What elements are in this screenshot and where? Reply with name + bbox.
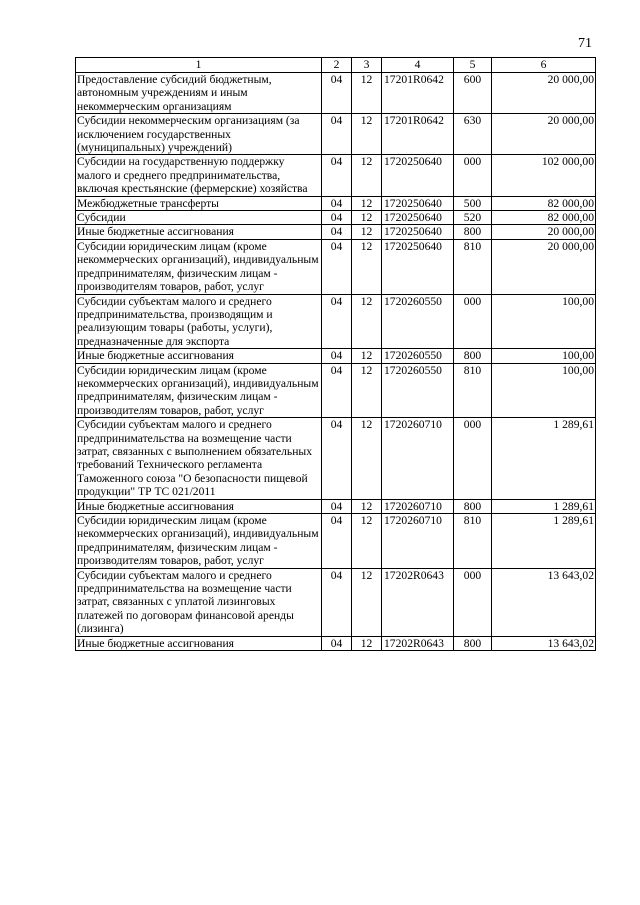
header-col-3: 3 <box>352 58 382 73</box>
row-amount: 20 000,00 <box>492 114 596 155</box>
row-name: Межбюджетные трансферты <box>76 196 322 210</box>
row-subsection: 12 <box>352 363 382 418</box>
row-subsection: 12 <box>352 155 382 196</box>
row-expense-type: 810 <box>454 239 492 294</box>
row-subsection: 12 <box>352 196 382 210</box>
row-name: Предоставление субсидий бюджетным, автономным учреждениям и иным некоммерческим организациям <box>76 73 322 114</box>
row-subsection: 12 <box>352 225 382 239</box>
row-expense-type: 800 <box>454 349 492 363</box>
row-amount: 82 000,00 <box>492 211 596 225</box>
row-subsection: 12 <box>352 294 382 349</box>
row-amount: 100,00 <box>492 363 596 418</box>
table-row <box>76 349 596 363</box>
row-section: 04 <box>322 418 352 499</box>
row-subsection: 12 <box>352 73 382 114</box>
row-section: 04 <box>322 636 352 650</box>
row-name: Иные бюджетные ассигнования <box>76 225 322 239</box>
table-row <box>76 155 596 196</box>
row-amount: 1 289,61 <box>492 418 596 499</box>
table-row <box>76 514 596 569</box>
row-amount: 82 000,00 <box>492 196 596 210</box>
table-row <box>76 73 596 114</box>
row-target-article: 1720260550 <box>382 294 454 349</box>
row-name: Иные бюджетные ассигнования <box>76 636 322 650</box>
row-target-article: 17202R0643 <box>382 636 454 650</box>
row-target-article: 1720260550 <box>382 363 454 418</box>
row-section: 04 <box>322 211 352 225</box>
row-target-article: 1720260710 <box>382 514 454 569</box>
header-col-1: 1 <box>76 58 322 73</box>
table-header-row <box>76 58 596 73</box>
row-amount: 13 643,02 <box>492 568 596 636</box>
row-amount: 100,00 <box>492 349 596 363</box>
row-subsection: 12 <box>352 568 382 636</box>
row-name: Субсидии юридическим лицам (кроме некоммерческих организаций), индивидуальным предпринимателям, физическим лицам - производителям товаров, работ, услуг <box>76 363 322 418</box>
row-section: 04 <box>322 349 352 363</box>
table-row <box>76 636 596 650</box>
row-subsection: 12 <box>352 239 382 294</box>
row-section: 04 <box>322 155 352 196</box>
row-target-article: 1720250640 <box>382 239 454 294</box>
row-expense-type: 800 <box>454 225 492 239</box>
row-subsection: 12 <box>352 418 382 499</box>
table-row <box>76 294 596 349</box>
row-expense-type: 000 <box>454 155 492 196</box>
row-expense-type: 800 <box>454 636 492 650</box>
row-amount: 100,00 <box>492 294 596 349</box>
row-subsection: 12 <box>352 514 382 569</box>
row-name: Субсидии субъектам малого и среднего предпринимательства на возмещение части затрат, связанных с уплатой лизинговых платежей по договорам финансовой аренды (лизинга) <box>76 568 322 636</box>
row-target-article: 1720260710 <box>382 418 454 499</box>
row-section: 04 <box>322 363 352 418</box>
row-amount: 20 000,00 <box>492 225 596 239</box>
row-target-article: 1720260550 <box>382 349 454 363</box>
table-row <box>76 418 596 499</box>
row-target-article: 17202R0643 <box>382 568 454 636</box>
row-amount: 20 000,00 <box>492 239 596 294</box>
row-section: 04 <box>322 514 352 569</box>
row-amount: 1 289,61 <box>492 499 596 513</box>
table-row <box>76 363 596 418</box>
row-expense-type: 000 <box>454 294 492 349</box>
row-section: 04 <box>322 239 352 294</box>
row-name: Иные бюджетные ассигнования <box>76 499 322 513</box>
row-name: Субсидии на государственную поддержку малого и среднего предпринимательства, включая крестьянские (фермерские) хозяйства <box>76 155 322 196</box>
table-row <box>76 239 596 294</box>
row-name: Субсидии <box>76 211 322 225</box>
row-amount: 1 289,61 <box>492 514 596 569</box>
row-expense-type: 810 <box>454 514 492 569</box>
row-subsection: 12 <box>352 636 382 650</box>
row-target-article: 17201R0642 <box>382 73 454 114</box>
row-name: Субсидии субъектам малого и среднего предпринимательства на возмещение части затрат, связанных с выполнением обязательных требований Технического регламента Таможенного союза "О безопасности пищевой продукции" ТР ТС 021/2011 <box>76 418 322 499</box>
row-expense-type: 800 <box>454 499 492 513</box>
row-name: Субсидии некоммерческим организациям (за исключением государственных (муниципальных) учреждений) <box>76 114 322 155</box>
row-section: 04 <box>322 73 352 114</box>
table-row <box>76 499 596 513</box>
row-expense-type: 630 <box>454 114 492 155</box>
row-subsection: 12 <box>352 499 382 513</box>
row-expense-type: 520 <box>454 211 492 225</box>
row-section: 04 <box>322 499 352 513</box>
row-target-article: 1720260710 <box>382 499 454 513</box>
row-expense-type: 000 <box>454 418 492 499</box>
table-row <box>76 568 596 636</box>
row-expense-type: 500 <box>454 196 492 210</box>
row-subsection: 12 <box>352 114 382 155</box>
budget-table <box>75 57 596 651</box>
row-target-article: 1720250640 <box>382 196 454 210</box>
table-row <box>76 225 596 239</box>
row-section: 04 <box>322 294 352 349</box>
row-name: Иные бюджетные ассигнования <box>76 349 322 363</box>
page-number: 71 <box>578 36 592 51</box>
row-target-article: 17201R0642 <box>382 114 454 155</box>
header-col-4: 4 <box>382 58 454 73</box>
row-section: 04 <box>322 196 352 210</box>
header-col-5: 5 <box>454 58 492 73</box>
table-row <box>76 211 596 225</box>
row-expense-type: 600 <box>454 73 492 114</box>
row-name: Субсидии субъектам малого и среднего предпринимательства, производящим и реализующим товары (работы, услуги), предназначенные для экспорта <box>76 294 322 349</box>
row-section: 04 <box>322 568 352 636</box>
row-amount: 102 000,00 <box>492 155 596 196</box>
row-subsection: 12 <box>352 349 382 363</box>
row-expense-type: 000 <box>454 568 492 636</box>
row-section: 04 <box>322 114 352 155</box>
row-name: Субсидии юридическим лицам (кроме некоммерческих организаций), индивидуальным предпринимателям, физическим лицам - производителям товаров, работ, услуг <box>76 239 322 294</box>
row-target-article: 1720250640 <box>382 211 454 225</box>
row-name: Субсидии юридическим лицам (кроме некоммерческих организаций), индивидуальным предпринимателям, физическим лицам - производителям товаров, работ, услуг <box>76 514 322 569</box>
row-subsection: 12 <box>352 211 382 225</box>
row-amount: 13 643,02 <box>492 636 596 650</box>
table-row <box>76 196 596 210</box>
row-expense-type: 810 <box>454 363 492 418</box>
row-target-article: 1720250640 <box>382 155 454 196</box>
row-target-article: 1720250640 <box>382 225 454 239</box>
table-row <box>76 114 596 155</box>
row-amount: 20 000,00 <box>492 73 596 114</box>
header-col-2: 2 <box>322 58 352 73</box>
row-section: 04 <box>322 225 352 239</box>
header-col-6: 6 <box>492 58 596 73</box>
